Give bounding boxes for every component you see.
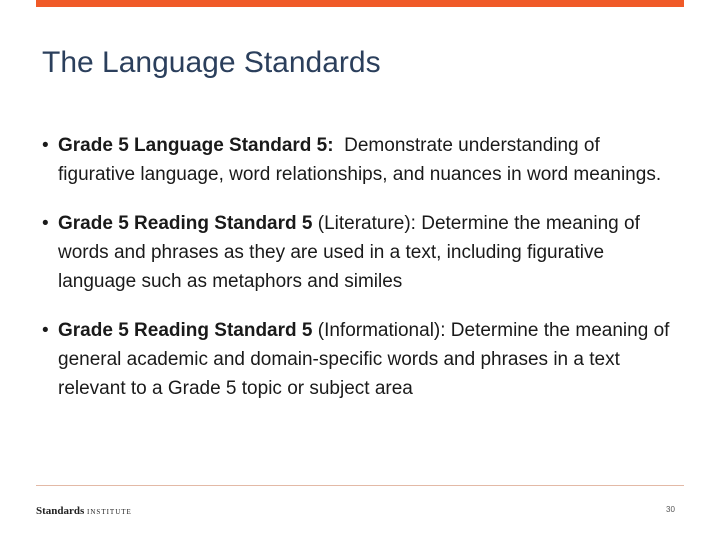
page-number: 30	[666, 505, 675, 514]
bullet-text: (Informational): Determine the meaning of general academic and domain-specific words and phrases in a text relevant to a Grade 5 topic or subject area	[58, 320, 675, 399]
top-accent-bar	[36, 0, 684, 7]
bullet-text: (Literature): Determine the meaning of words and phrases as they are used in a text, including figurative language such as metaphors and similes	[58, 213, 646, 292]
bullet-item	[42, 316, 682, 403]
footer-divider	[36, 485, 684, 486]
bullet-bold-text: Grade 5 Reading Standard 5	[58, 320, 313, 341]
standards-institute-logo	[36, 505, 132, 517]
bullet-bold-text: Grade 5 Reading Standard 5	[58, 213, 313, 234]
bullet-dot: •	[42, 213, 49, 234]
logo-sub-text: INSTITUTE	[87, 508, 132, 516]
bullet-item	[42, 131, 682, 189]
logo-main-text: Standards	[36, 505, 85, 517]
slide-title: The Language Standards	[42, 46, 381, 79]
bullet-text: Demonstrate understanding of figurative language, word relationships, and nuances in word meanings.	[58, 135, 662, 185]
bullet-list	[42, 131, 682, 423]
bullet-bold-text: Grade 5 Language Standard 5:	[58, 135, 334, 156]
bullet-dot: •	[42, 135, 49, 156]
bullet-item	[42, 209, 682, 296]
bullet-dot: •	[42, 320, 49, 341]
